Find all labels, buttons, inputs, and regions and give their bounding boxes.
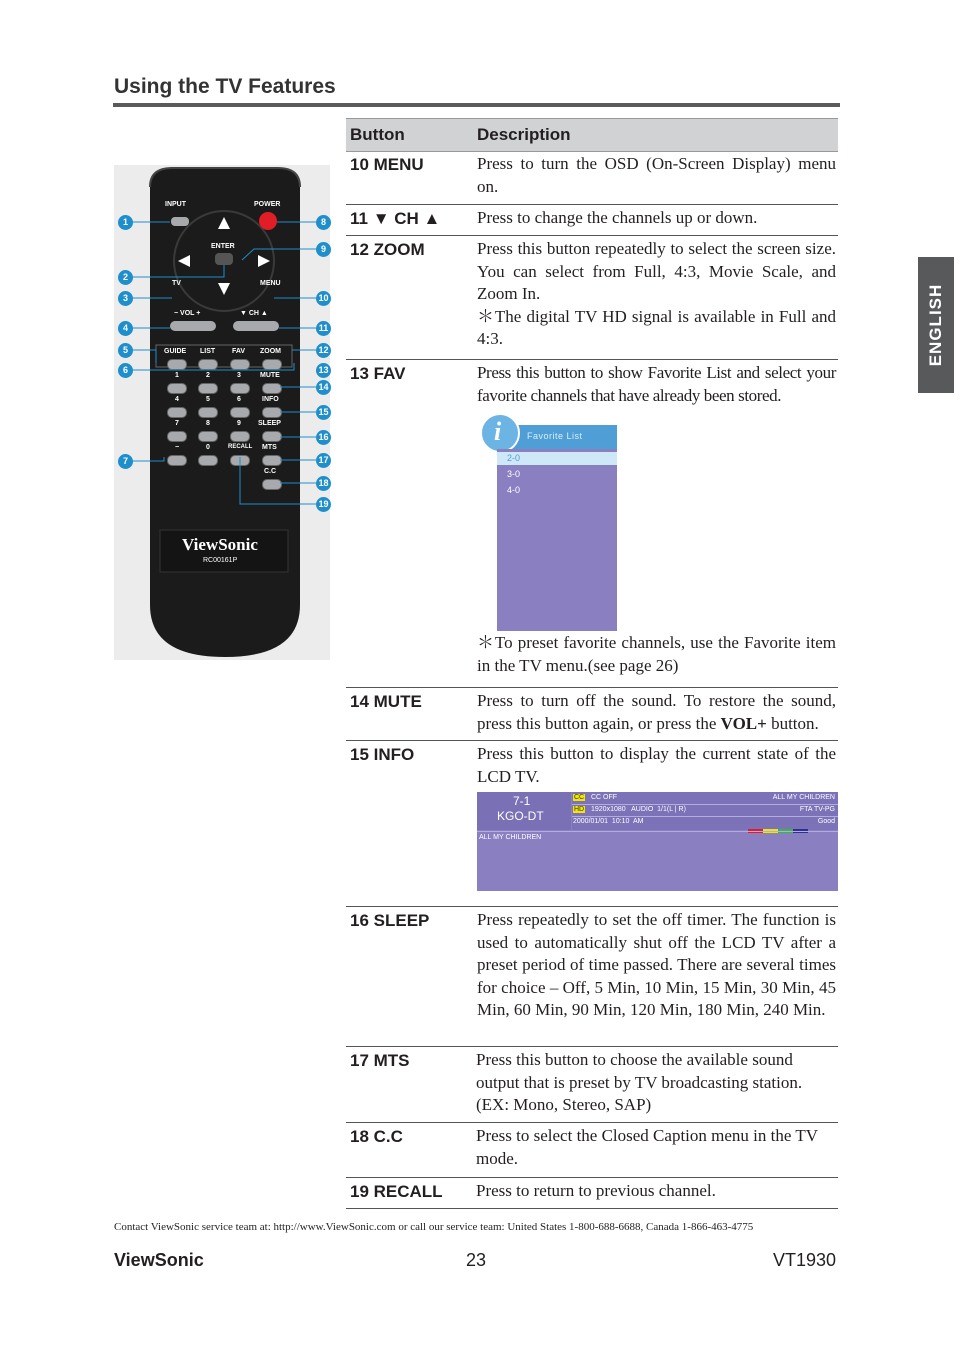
remote-input-label: INPUT: [165, 201, 186, 208]
callout-18: 18: [316, 476, 331, 491]
remote-recall-label: RECALL: [228, 444, 253, 450]
callout-16: 16: [316, 430, 331, 445]
callout-7: 7: [118, 454, 133, 469]
callout-14: 14: [316, 380, 331, 395]
info-osd-signal: Good: [817, 818, 835, 825]
remote-digit-label: 2: [206, 372, 210, 379]
button-name: 15 INFO: [350, 745, 415, 764]
cc-badge: CC: [574, 794, 585, 801]
callout-1: 1: [118, 215, 133, 230]
footer-brand: ViewSonic: [114, 1250, 204, 1270]
title-rule: [113, 103, 840, 107]
button-description: Press to return to previous channel.: [476, 1181, 716, 1200]
callout-13: 13: [316, 363, 331, 378]
favorite-item: 4-0: [507, 485, 521, 495]
button-note: ＊To preset favorite channels, use the Favorite item in the TV menu.(see page 26): [477, 633, 836, 675]
footer-model: VT1930: [773, 1250, 837, 1270]
callout-15: 15: [316, 405, 331, 420]
callout-12: 12: [316, 343, 331, 358]
hd-badge: HD: [574, 806, 585, 813]
info-osd-detail: [572, 792, 838, 830]
info-osd-rating: FTA TV-PG: [799, 806, 835, 813]
table-row: [346, 1178, 838, 1209]
table-row: [346, 205, 838, 236]
remote-tv-label: TV: [172, 280, 181, 287]
remote-power-label: POWER: [254, 201, 281, 208]
signal-strength-bar: [748, 820, 808, 824]
button-description: Press this button to show Favorite List and select your favorite channels that have already been stored.: [477, 363, 836, 405]
description-bold-text: VOL+: [720, 713, 767, 733]
table-row: [346, 1047, 838, 1123]
button-description: Press repeatedly to set the off timer. The function is used to automatically shut off the LCD TV after a preset period of time passed. There are several times for choice – Off, 5 Min, 10 Min, 15 Min, 30 Min, 45 Min, 60 Min, 90 Min, 120 Min, 180 Min, 240 Min.: [477, 910, 836, 1019]
button-name: 18 C.C: [350, 1127, 403, 1146]
remote-ch-label: ▼ CH ▲: [240, 310, 268, 317]
info-osd-program: ALL MY CHILDREN: [772, 794, 835, 801]
callout-8: 8: [316, 215, 331, 230]
button-description: Press to change the channels up or down.: [477, 208, 758, 227]
remote-guide-label: GUIDE: [164, 348, 187, 355]
remote-brand-logo: ViewSonic: [182, 535, 258, 554]
button-name: 19 RECALL: [350, 1182, 443, 1201]
favorite-list-osd: [477, 417, 617, 631]
callout-5: 5: [118, 343, 133, 358]
info-osd-resolution: 1920x1080 AUDIO 1/1(L | R): [591, 806, 686, 813]
button-name: 11 ▼ CH ▲: [350, 209, 441, 228]
language-tab-label: ENGLISH: [926, 283, 945, 367]
callout-2: 2: [118, 270, 133, 285]
button-description: Press to select the Closed Caption menu in the TV mode.: [476, 1126, 818, 1168]
button-name: 17 MTS: [350, 1051, 410, 1070]
remote-info-label: INFO: [262, 396, 279, 403]
info-osd-datetime: 2000/01/01 10:10 AM: [573, 818, 644, 825]
remote-cc-label: C.C: [264, 468, 277, 475]
remote-digit-label: 3: [237, 372, 241, 379]
remote-digit-label: 1: [175, 372, 179, 379]
callout-4: 4: [118, 321, 133, 336]
remote-digit-label: 5: [206, 396, 210, 403]
remote-sleep-label: SLEEP: [258, 420, 281, 427]
remote-digit-label: 4: [175, 396, 179, 403]
table-row: [346, 1123, 838, 1178]
button-name: 10 MENU: [350, 155, 424, 174]
remote-mts-label: MTS: [262, 444, 277, 451]
table-row: [346, 907, 838, 1047]
button-description: Press this button repeatedly to select the screen size. You can select from Full, 4:3, Movie Scale, and Zoom In.: [477, 239, 836, 303]
button-name: 14 MUTE: [350, 692, 422, 711]
remote-vol-label: − VOL +: [174, 310, 201, 317]
description-text: Press to turn off the sound. To restore the sound, press this button again, or press the: [477, 691, 836, 733]
favorite-osd-list: [497, 449, 617, 631]
info-osd-channel-box: [477, 792, 571, 830]
remote-zoom-label: ZOOM: [260, 348, 281, 355]
table-row: [346, 360, 838, 688]
page-number: 23: [466, 1250, 487, 1270]
info-osd-program-bar: ALL MY CHILDREN: [479, 834, 542, 841]
header-description: Description: [477, 125, 571, 144]
button-description: Press this button to choose the available sound output that is preset by TV broadcasting station. (EX: Mono, Stereo, SAP): [476, 1050, 803, 1114]
remote-list-label: LIST: [200, 348, 216, 355]
callout-19: 19: [316, 497, 331, 512]
favorite-osd-title: Favorite List: [527, 431, 583, 441]
favorite-item: 3-0: [507, 469, 521, 479]
remote-dash-label: −: [175, 444, 180, 451]
remote-digit-label: 8: [206, 420, 210, 427]
callout-17: 17: [316, 453, 331, 468]
remote-fav-label: FAV: [232, 348, 246, 355]
info-osd-station: KGO-DT: [497, 809, 544, 823]
remote-digit-label: 0: [206, 444, 210, 451]
favorite-item: 2-0: [507, 453, 521, 463]
info-osd-channel: 7-1: [513, 794, 531, 808]
button-name: 13 FAV: [350, 364, 406, 383]
callout-3: 3: [118, 291, 133, 306]
table-row: [346, 236, 838, 360]
callout-10: 10: [316, 291, 331, 306]
table-header: [346, 118, 838, 152]
button-name: 16 SLEEP: [350, 911, 430, 930]
button-description: Press to turn the OSD (On-Screen Display) menu on.: [477, 154, 836, 196]
button-description: [477, 690, 836, 735]
description-text: button.: [766, 713, 819, 733]
contact-line: Contact ViewSonic service team at: http://www.ViewSonic.com or call our service team: United States 1-800-688-6688, Canada 1-866-463-4775: [114, 1221, 754, 1233]
button-note: ＊The digital TV HD signal is available in Full and 4:3.: [477, 306, 836, 348]
button-description-wrap: [477, 238, 836, 351]
callout-9: 9: [316, 242, 331, 257]
callout-leader-lines: [114, 165, 330, 525]
callout-6: 6: [118, 363, 133, 378]
remote-menu-label: MENU: [260, 280, 281, 287]
language-tab: [918, 257, 954, 393]
button-description: Press this button to display the current state of the LCD TV.: [477, 744, 836, 786]
page-title: Using the TV Features: [114, 75, 336, 98]
table-row: [346, 741, 838, 907]
remote-digit-label: 7: [175, 420, 179, 427]
remote-enter-label: ENTER: [211, 243, 235, 250]
header-button: Button: [350, 125, 405, 144]
info-osd-cc: CC OFF: [591, 794, 618, 801]
button-name: 12 ZOOM: [350, 240, 425, 259]
remote-model-label: RC00161P: [203, 557, 238, 564]
info-osd: [477, 792, 838, 891]
remote-digit-label: 6: [237, 396, 241, 403]
table-row: [346, 151, 838, 205]
remote-digit-label: 9: [237, 420, 241, 427]
table-row: [346, 688, 838, 741]
remote-mute-label: MUTE: [260, 372, 280, 379]
info-icon: i: [480, 413, 520, 453]
callout-11: 11: [316, 321, 331, 336]
